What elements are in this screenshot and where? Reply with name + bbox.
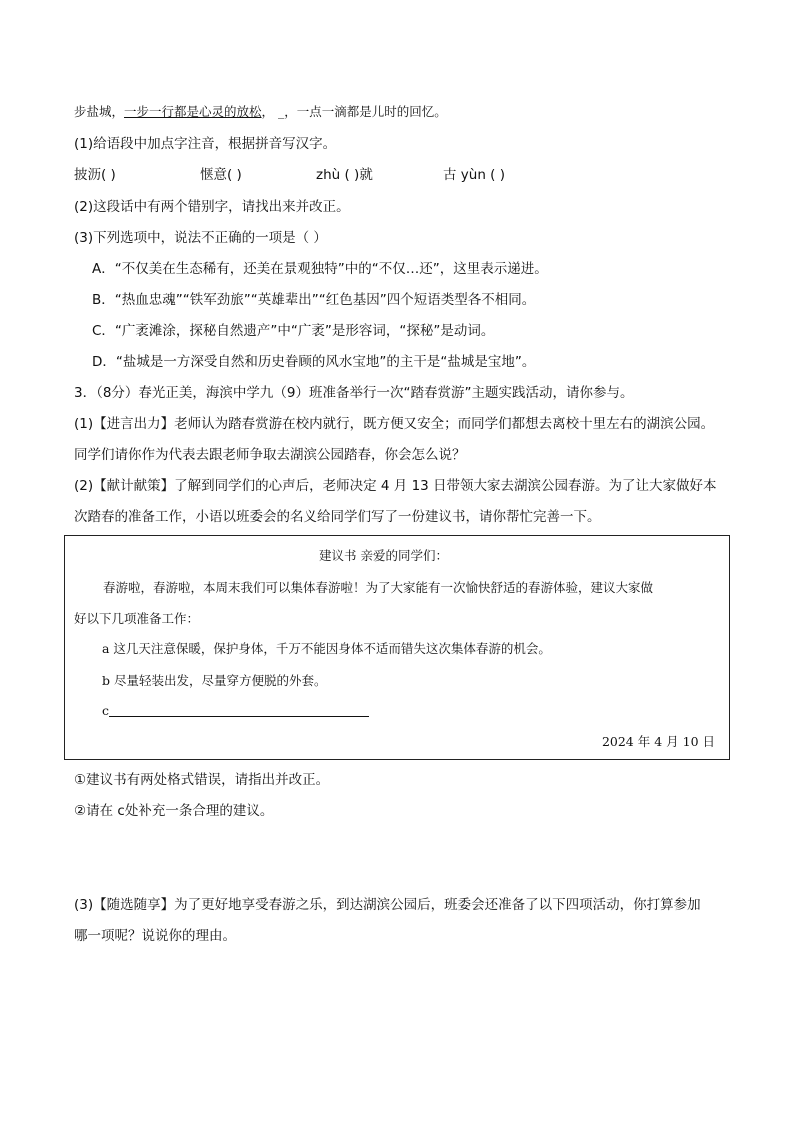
option-b: B．“热血忠魂”“铁军劲旅”“英雄辈出”“红色基因”四个短语类型各不相同。 [92, 292, 536, 308]
option-a: A．“不仅美在生态稀有，还美在景观独特”中的“不仅…还”，这里表示递进。 [92, 261, 548, 277]
letter-item-c [102, 702, 369, 720]
q3-stem: 3．（8分）春光正美，海滨中学九（9）班准备举行一次“踏春赏游”主题实践活动，请你参与。 [74, 385, 634, 401]
answer-blank-c[interactable] [109, 702, 369, 717]
letter-item-b: b 尽量轻装出发，尽量穿方便脱的外套。 [102, 673, 327, 688]
letter-heading: 建议书 亲爱的同学们： [319, 548, 448, 563]
pinyin-item-2: 惬意( ) [200, 167, 242, 183]
intro-part3: ， _，一点一滴都是儿时的回忆。 [261, 104, 447, 119]
letter-item-a: a 这几天注意保暖，保护身体，千万不能因身体不适而错失这次集体春游的机会。 [102, 641, 551, 656]
pinyin-item-4: 古 yùn ( ) [443, 167, 506, 183]
q2-sub3: (3)下列选项中，说法不正确的一项是（ ） [74, 230, 327, 246]
pinyin-item-1: 披沥( ) [74, 167, 116, 183]
pinyin-item-3: zhù ( )就 [316, 167, 373, 183]
q3-p1-line2: 同学们请你作为代表去跟老师争取去湖滨公园踏春，你会怎么说？ [74, 447, 466, 463]
option-c: C．“广袤滩涂，探秘自然遗产”中“广袤”是形容词，“探秘”是动词。 [92, 323, 495, 339]
letter-item-c-label: c [102, 703, 110, 718]
q3-p2-line2: 次踏春的准备工作，小语以班委会的名义给同学们写了一份建议书，请你帮忙完善一下。 [74, 509, 601, 525]
letter-body-line2: 好以下几项准备工作： [74, 611, 200, 626]
letter-body-line1: 春游啦，春游啦，本周末我们可以集体春游啦！为了大家能有一次愉快舒适的春游体验，建议大家做 [103, 580, 654, 595]
q3-circle1: ①建议书有两处格式错误，请指出并改正。 [74, 772, 330, 788]
option-d: D．“盐城是一方深受自然和历史眷顾的风水宝地”的主干是“盐城是宝地”。 [92, 354, 536, 370]
q3-p3-line2: 哪一项呢？说说你的理由。 [74, 928, 236, 944]
intro-part1: 步盐城， [74, 104, 125, 119]
q2-sub2: (2)这段话中有两个错别字，请找出来并改正。 [74, 199, 350, 215]
q3-p3-line1: (3)【随选随享】为了更好地享受春游之乐，到达湖滨公园后，班委会还准备了以下四项活动，你打算参加 [74, 897, 701, 913]
intro-line [74, 103, 447, 121]
q3-p2-line1: (2)【献计献策】了解到同学们的心声后，老师决定 4 月 13 日带领大家去湖滨公园春游。为了让大家做好本 [74, 478, 717, 494]
intro-part2-underlined: 一步一行都是心灵的放松 [124, 104, 262, 119]
letter-date: 2024 年 4 月 10 日 [601, 734, 715, 749]
q3-circle2: ②请在 c处补充一条合理的建议。 [74, 803, 274, 819]
proposal-letter-box [64, 535, 730, 760]
q3-p1-line1: (1)【进言出力】老师认为踏春赏游在校内就行，既方便又安全；而同学们都想去离校十里左右的湖滨公园。 [74, 416, 715, 432]
q2-sub1: (1)给语段中加点字注音，根据拼音写汉字。 [74, 136, 337, 152]
